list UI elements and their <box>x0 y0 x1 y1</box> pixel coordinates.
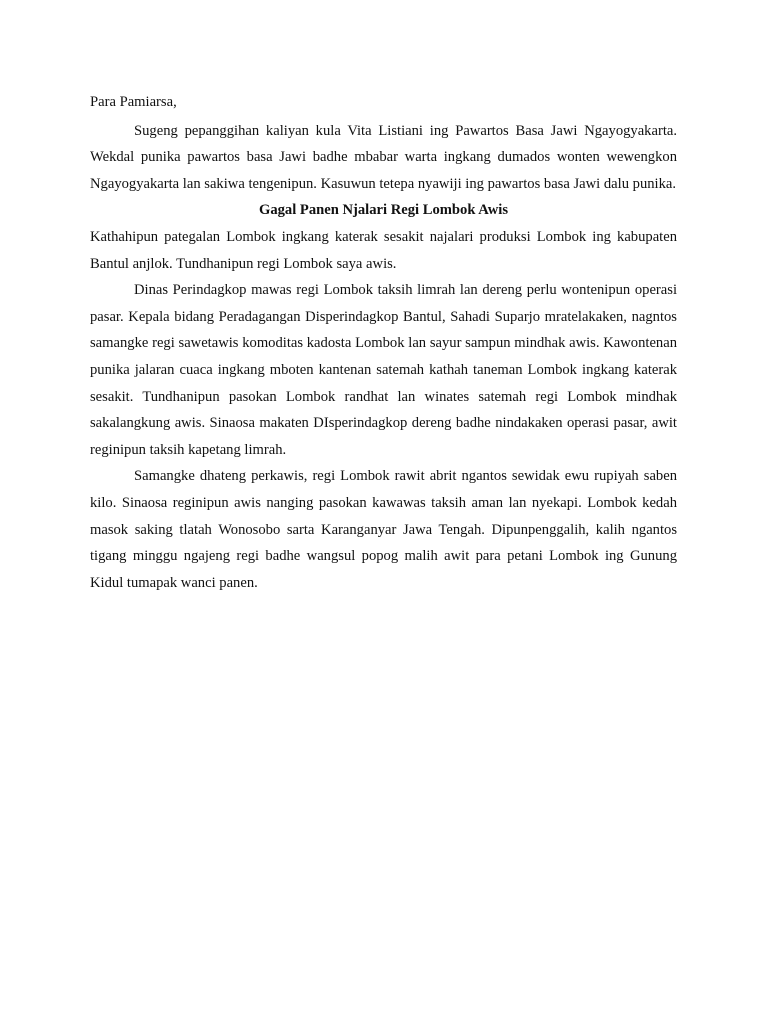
salutation: Para Pamiarsa, <box>90 94 177 110</box>
news-title: Gagal Panen Njalari Regi Lombok Awis <box>258 202 509 219</box>
news-paragraph-1: Kathahipun pategalan Lombok ingkang katerak sesakit najalari produksi Lombok ing kabupaten Bantul anjlok. Tundhanipun regi Lombok saya awis. <box>90 228 677 272</box>
news-paragraph-2: Dinas Perindagkop mawas regi Lombok taksih limrah lan dereng perlu wontenipun operasi pasar. Kepala bidang Peradagangan Disperindagkop Bantul, Sahadi Suparjo mratelakaken, nagntos samangke regi sawetawis komoditas kadosta Lombok lan sayur sampun mindhak awis. Kawontenan punika jalaran cuaca ingkang mboten kantenan satemah kathah taneman Lombok ingkang katerak sesakit. Tundhanipun pasokan Lombok randhat lan winates satemah regi Lombok mindhak sakalangkung awis. Sinaosa makaten DIsperindagkop dereng badhe nindakaken operasi pasar, awit reginipun taksih kapetang limrah. <box>90 282 677 458</box>
document-body <box>90 89 677 596</box>
intro-paragraph: Sugeng pepanggihan kaliyan kula Vita Listiani ing Pawartos Basa Jawi Ngayogyakarta. Wekdal punika pawartos basa Jawi badhe mbabar warta ingkang dumados wonten wewengkon Ngayogyakarta lan sakiwa tengenipun. Kasuwun tetepa nyawiji ing pawartos basa Jawi dalu punika. <box>90 122 677 192</box>
news-paragraph-3: Samangke dhateng perkawis, regi Lombok rawit abrit ngantos sewidak ewu rupiyah saben kilo. Sinaosa reginipun awis nanging pasokan kawawas taksih aman lan nyekapi. Lombok kedah masok saking tlatah Wonosobo sarta Karanganyar Jawa Tengah. Dipunpenggalih, kalih ngantos tigang minggu ngajeng regi badhe wangsul popog malih awit para petani Lombok ing Gunung Kidul tumapak wanci panen. <box>90 468 677 591</box>
